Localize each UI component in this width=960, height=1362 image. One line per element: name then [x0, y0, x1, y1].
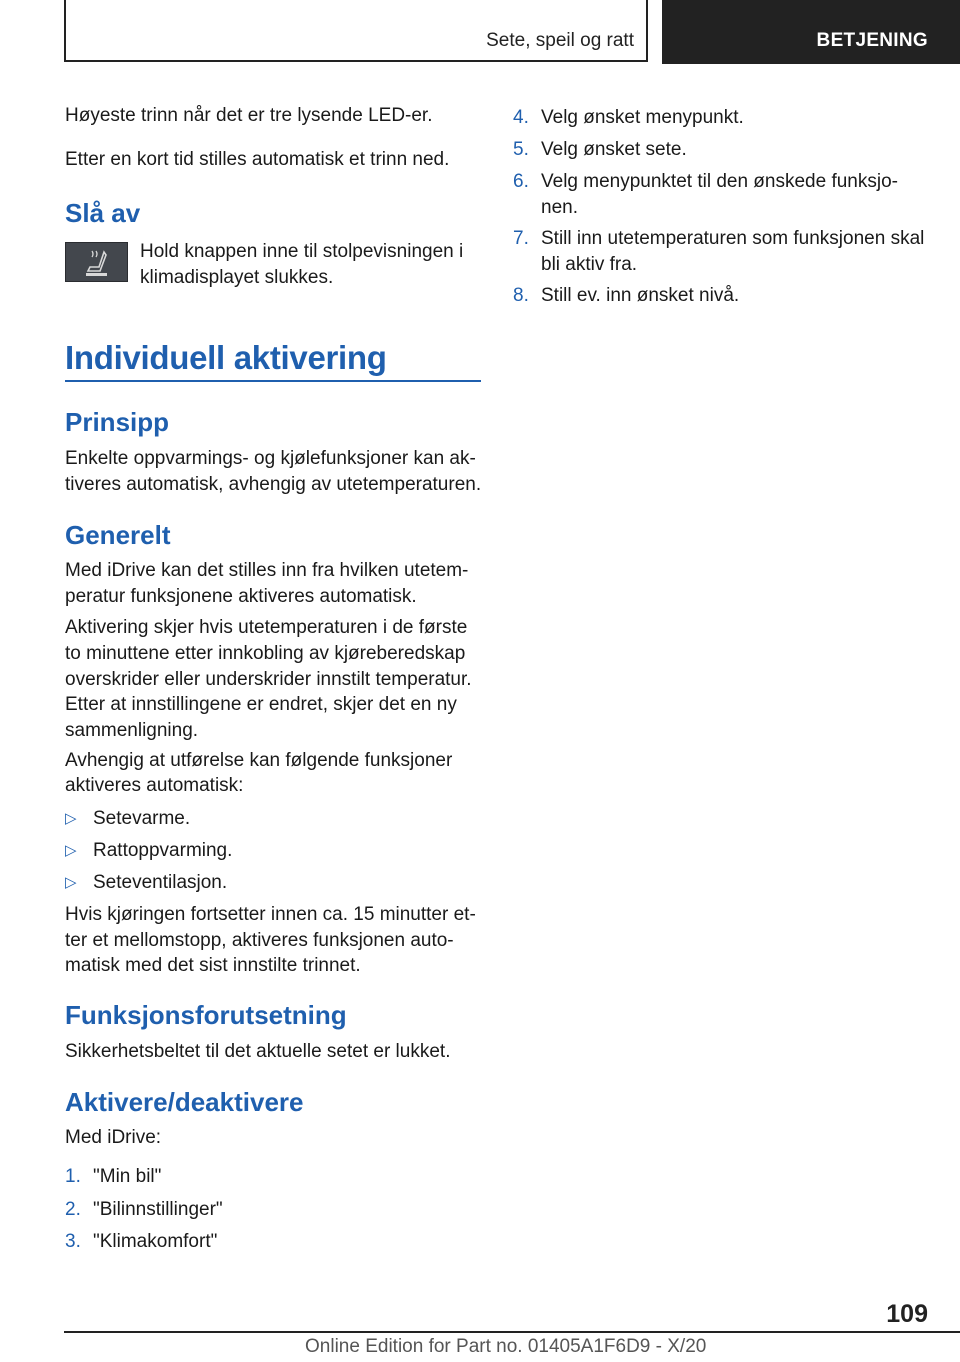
paragraph: Med iDrive: — [65, 1127, 162, 1148]
triangle-right-icon: ▷ — [65, 874, 77, 891]
footer-divider — [64, 1331, 960, 1333]
heading-funksjonsforutsetning: Funksjonsforutsetning — [65, 1000, 347, 1030]
header-section-box — [64, 0, 648, 62]
heading-individuell-aktivering: Individuell aktivering — [65, 339, 387, 376]
triangle-right-icon: ▷ — [65, 842, 77, 859]
paragraph: Aktivering skjer hvis utetemperaturen i de første — [65, 617, 468, 638]
list-item-continuation: bli aktiv fra. — [541, 254, 638, 275]
triangle-right-icon: ▷ — [65, 810, 77, 827]
heading-aktivere-deaktivere: Aktivere/deaktivere — [65, 1087, 304, 1117]
paragraph: Sikkerhetsbeltet til det aktuelle setet er lukket. — [65, 1041, 451, 1062]
paragraph: peratur funksjonene aktiveres automatisk. — [65, 586, 417, 607]
paragraph: Avhengig at utførelse kan følgende funksjoner — [65, 750, 453, 771]
paragraph: matisk med det sist innstilte trinnet. — [65, 955, 361, 976]
page-number: 109 — [886, 1300, 928, 1328]
paragraph: Med iDrive kan det stilles inn fra hvilken utetem- — [65, 560, 469, 581]
paragraph: Høyeste trinn når det er tre lysende LED-er. — [65, 105, 433, 126]
heading-underline — [65, 380, 481, 382]
paragraph: klimadisplayet slukkes. — [140, 267, 334, 288]
paragraph: overskrider eller underskrider innstilt temperatur. — [65, 669, 472, 690]
list-item-continuation: nen. — [541, 197, 578, 218]
paragraph: ter et mellomstopp, aktiveres funksjonen auto- — [65, 930, 454, 951]
paragraph: Etter at innstillingene er endret, skjer det en ny — [65, 694, 457, 715]
paragraph: Etter en kort tid stilles automatisk et trinn ned. — [65, 149, 450, 170]
paragraph: aktiveres automatisk: — [65, 775, 244, 796]
paragraph: Hvis kjøringen fortsetter innen ca. 15 minutter et- — [65, 904, 476, 925]
header-section-title: Sete, speil og ratt — [486, 30, 634, 51]
paragraph: Enkelte oppvarmings- og kjølefunksjoner kan ak- — [65, 448, 476, 469]
header-chapter-title: BETJENING — [816, 30, 928, 51]
footer-edition: Online Edition for Part no. 01405A1F6D9 - X/20 — [305, 1336, 707, 1357]
seat-heating-button-image — [65, 242, 128, 282]
paragraph: Hold knappen inne til stolpevisningen i — [140, 241, 464, 262]
paragraph: to minuttene etter innkobling av kjørеberedskap — [65, 643, 466, 664]
seat-heating-icon — [66, 243, 127, 281]
heading-prinsipp: Prinsipp — [65, 407, 170, 437]
header-chapter-tab — [662, 0, 960, 64]
heading-generelt: Generelt — [65, 520, 171, 550]
paragraph: sammenligning. — [65, 720, 199, 741]
paragraph: tiveres automatisk, avhengig av utetemperaturen. — [65, 474, 482, 495]
heading-sla-av: Slå av — [65, 198, 141, 228]
